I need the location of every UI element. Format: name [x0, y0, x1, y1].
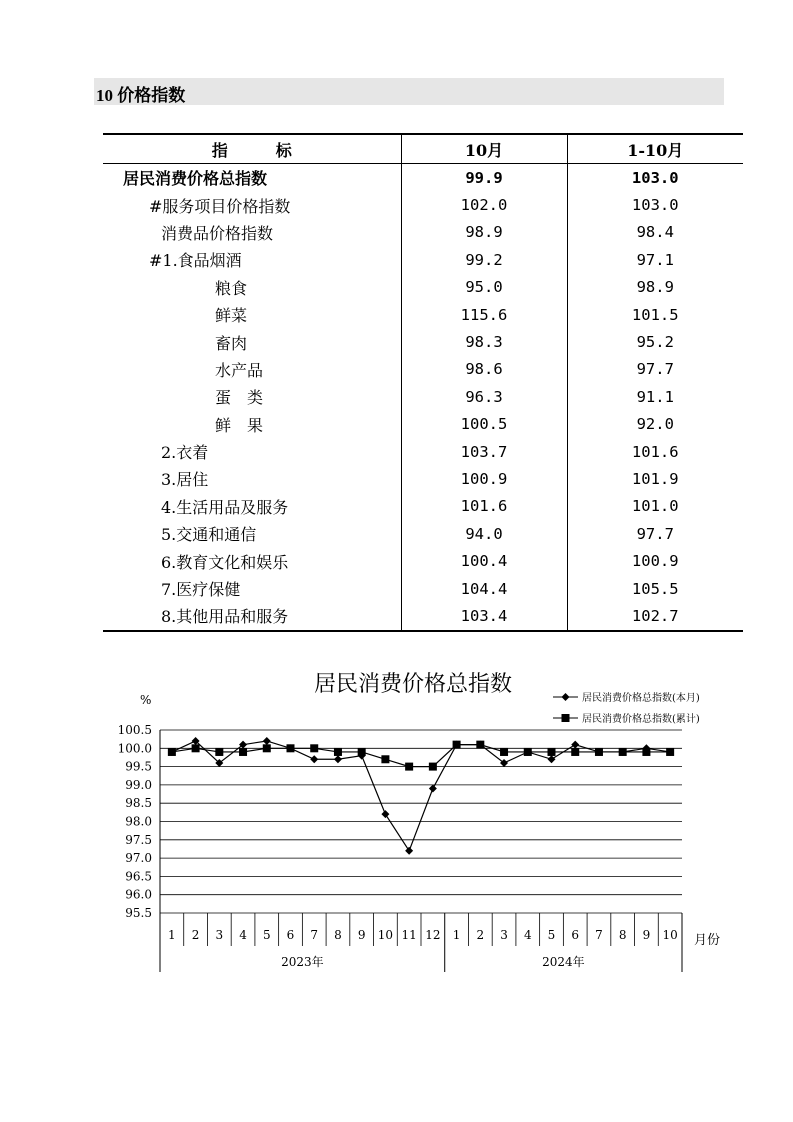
- month-value: 96.3: [401, 383, 567, 410]
- x-tick-label: 4: [239, 928, 247, 942]
- month-value: 98.9: [401, 219, 567, 246]
- month-value: 99.2: [401, 246, 567, 273]
- year-group-label: 2023年: [281, 955, 324, 969]
- data-point-cumulative: [405, 763, 413, 771]
- month-value: 95.0: [401, 274, 567, 301]
- price-index-table: [103, 133, 743, 632]
- x-tick-label: 11: [401, 928, 417, 942]
- y-axis-label: %: [140, 693, 152, 707]
- month-value: 103.4: [401, 602, 567, 630]
- x-tick-label: 3: [500, 928, 508, 942]
- x-tick-label: 8: [618, 928, 627, 942]
- y-tick-label: 97.5: [125, 832, 152, 847]
- x-tick-label: 5: [262, 928, 271, 942]
- ytd-value: 95.2: [567, 328, 743, 355]
- x-tick-label: 5: [547, 928, 556, 942]
- indicator-name: 畜肉: [215, 333, 248, 353]
- data-point-cumulative: [619, 748, 627, 756]
- y-tick-label: 98.5: [125, 796, 152, 811]
- legend-square-marker: [562, 714, 570, 722]
- table-row: [103, 191, 743, 218]
- table-header-row: [103, 134, 743, 164]
- y-tick-label: 98.0: [125, 814, 152, 829]
- indicator-name: 居民消费价格总指数: [123, 169, 268, 189]
- month-value: 98.6: [401, 356, 567, 383]
- indicator-name: 5.交通和通信: [161, 525, 257, 545]
- ytd-value: 101.9: [567, 465, 743, 492]
- x-tick-label: 6: [286, 928, 295, 942]
- indicator-name: 蛋 类: [215, 388, 264, 408]
- data-point-cumulative: [310, 744, 318, 752]
- data-point-monthly: [548, 755, 556, 763]
- data-point-monthly: [310, 755, 318, 763]
- section-title: 10 价格指数: [96, 86, 186, 105]
- table-row: [103, 383, 743, 410]
- data-point-cumulative: [548, 748, 556, 756]
- data-point-cumulative: [358, 748, 366, 756]
- indicator-name: 消费品价格指数: [161, 223, 274, 243]
- table-row: [103, 575, 743, 602]
- data-point-cumulative: [215, 748, 223, 756]
- table-row: [103, 602, 743, 630]
- ytd-value: 100.9: [567, 547, 743, 574]
- x-tick-label: 10: [377, 928, 394, 942]
- table-row: [103, 547, 743, 574]
- x-tick-label: 9: [642, 928, 651, 942]
- legend-diamond-marker: [562, 693, 570, 701]
- data-point-cumulative: [334, 748, 342, 756]
- month-value: 115.6: [401, 301, 567, 328]
- table-row: [103, 328, 743, 355]
- x-tick-label: 3: [215, 928, 224, 942]
- ytd-value: 92.0: [567, 411, 743, 438]
- data-point-cumulative: [571, 748, 579, 756]
- data-point-monthly: [263, 737, 271, 745]
- data-point-monthly: [429, 785, 437, 793]
- y-tick-label: 100.0: [117, 741, 152, 756]
- indicator-name: 6.教育文化和娱乐: [161, 552, 289, 572]
- data-point-cumulative: [476, 741, 484, 749]
- ytd-value: 101.0: [567, 493, 743, 520]
- x-tick-label: 1: [452, 928, 461, 942]
- table-row: [103, 438, 743, 465]
- y-tick-label: 99.5: [125, 759, 152, 774]
- data-point-cumulative: [500, 748, 508, 756]
- data-point-cumulative: [168, 748, 176, 756]
- ytd-value: 91.1: [567, 383, 743, 410]
- x-tick-label: 8: [334, 928, 342, 942]
- data-point-cumulative: [524, 748, 532, 756]
- ytd-value: 103.0: [567, 164, 743, 192]
- x-tick-label: 7: [310, 928, 319, 942]
- x-tick-label: 4: [523, 928, 532, 942]
- table-row: [103, 356, 743, 383]
- section-header: [94, 78, 724, 105]
- indicator-name: #1.食品烟酒: [149, 251, 242, 271]
- x-tick-label: 2: [476, 928, 485, 942]
- y-tick-label: 97.0: [125, 851, 152, 866]
- header-indicator: 指 标: [103, 134, 401, 164]
- data-point-monthly: [381, 810, 389, 818]
- data-point-monthly: [405, 847, 413, 855]
- month-value: 104.4: [401, 575, 567, 602]
- ytd-value: 103.0: [567, 191, 743, 218]
- indicator-name: 鲜菜: [215, 306, 248, 326]
- data-point-cumulative: [239, 748, 247, 756]
- chart-title: 居民消费价格总指数: [313, 672, 513, 697]
- month-value: 100.5: [401, 411, 567, 438]
- month-value: 100.9: [401, 465, 567, 492]
- data-point-monthly: [334, 755, 342, 763]
- month-value: 100.4: [401, 547, 567, 574]
- ytd-value: 105.5: [567, 575, 743, 602]
- chart-legend: [553, 691, 700, 725]
- y-tick-label: 96.0: [125, 887, 152, 902]
- month-value: 98.3: [401, 328, 567, 355]
- ytd-value: 102.7: [567, 602, 743, 630]
- month-value: 103.7: [401, 438, 567, 465]
- month-value: 94.0: [401, 520, 567, 547]
- data-point-cumulative: [429, 763, 437, 771]
- table-row: [103, 465, 743, 492]
- indicator-name: 鲜 果: [215, 415, 264, 435]
- table-row: [103, 219, 743, 246]
- month-value: 99.9: [401, 164, 567, 192]
- table-row: [103, 274, 743, 301]
- data-point-cumulative: [642, 748, 650, 756]
- month-value: 101.6: [401, 493, 567, 520]
- indicator-name: 水产品: [215, 360, 264, 380]
- data-point-cumulative: [595, 748, 603, 756]
- legend-series-cumulative: 居民消费价格总指数(累计): [582, 714, 700, 725]
- indicator-name: 4.生活用品及服务: [161, 497, 289, 517]
- cpi-line-chart: [0, 650, 793, 990]
- data-point-cumulative: [453, 741, 461, 749]
- ytd-value: 98.9: [567, 274, 743, 301]
- x-tick-label: 12: [425, 928, 441, 942]
- indicator-name: 8.其他用品和服务: [103, 602, 401, 630]
- indicator-name: 2.衣着: [161, 443, 209, 463]
- table-row: [103, 520, 743, 547]
- series-line-monthly: [172, 741, 670, 851]
- indicator-name: #服务项目价格指数: [149, 196, 291, 216]
- month-value: 102.0: [401, 191, 567, 218]
- x-tick-label: 6: [571, 928, 580, 942]
- legend-series-monthly: 居民消费价格总指数(本月): [582, 693, 700, 704]
- table-row: [103, 301, 743, 328]
- year-group-label: 2024年: [542, 955, 585, 969]
- header-ytd: 1-10月: [567, 134, 743, 164]
- ytd-value: 97.7: [567, 520, 743, 547]
- data-point-cumulative: [666, 748, 674, 756]
- y-tick-label: 95.5: [125, 906, 152, 920]
- data-point-cumulative: [287, 744, 295, 752]
- data-point-cumulative: [192, 744, 200, 752]
- ytd-value: 101.6: [567, 438, 743, 465]
- indicator-name: 3.居住: [161, 470, 209, 490]
- data-point-cumulative: [263, 744, 271, 752]
- x-tick-label: 2: [191, 928, 200, 942]
- x-tick-label: 10: [662, 928, 678, 942]
- header-month: 10月: [401, 134, 567, 164]
- x-tick-label: 7: [595, 928, 603, 942]
- x-tick-label: 1: [168, 928, 176, 942]
- x-tick-label: 9: [357, 928, 366, 942]
- y-tick-label: 96.5: [125, 869, 152, 884]
- indicator-name: 7.医疗保健: [161, 580, 241, 600]
- table-row: [103, 164, 743, 192]
- x-axis-label: 月份: [694, 933, 721, 948]
- y-tick-label: 100.5: [117, 723, 152, 737]
- ytd-value: 97.7: [567, 356, 743, 383]
- table-row: [103, 246, 743, 273]
- table-row: [103, 411, 743, 438]
- table-row: [103, 493, 743, 520]
- data-point-cumulative: [381, 755, 389, 763]
- ytd-value: 101.5: [567, 301, 743, 328]
- ytd-value: 97.1: [567, 246, 743, 273]
- y-tick-label: 99.0: [125, 777, 152, 792]
- indicator-name: 粮食: [215, 278, 248, 298]
- data-point-monthly: [571, 741, 579, 749]
- ytd-value: 98.4: [567, 219, 743, 246]
